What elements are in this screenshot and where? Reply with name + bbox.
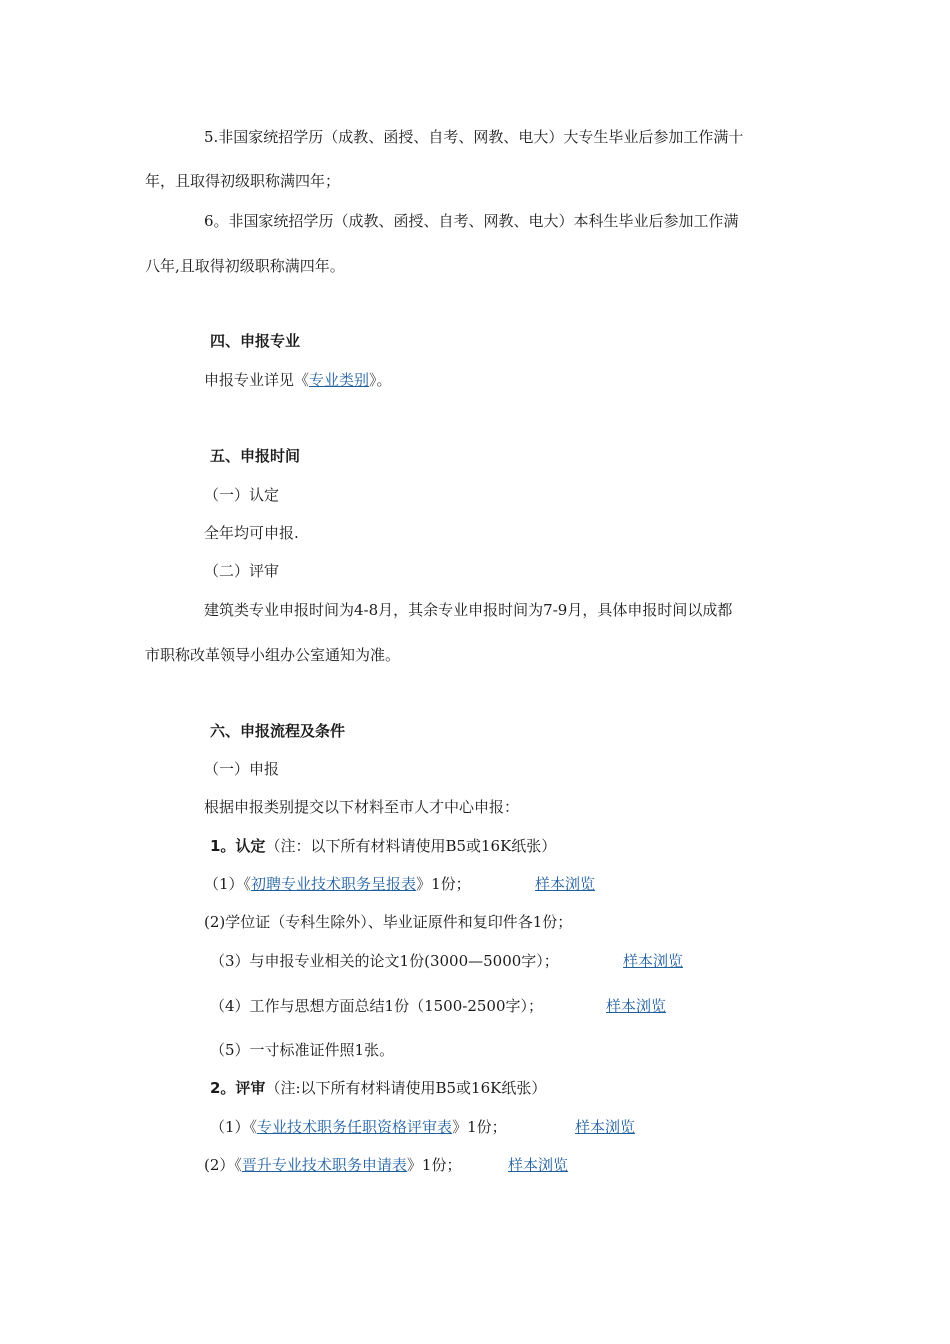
p1-suffix: 》1份； <box>452 1118 507 1136</box>
pingshen-heading <box>210 1078 546 1098</box>
rending-item4: （4）工作与思想方面总结1份（1500-2500字）； <box>210 997 544 1015</box>
section6-heading: 六、申报流程及条件 <box>210 722 346 740</box>
section4-heading: 四、申报专业 <box>210 332 301 350</box>
section5-heading: 五、申报时间 <box>210 447 301 465</box>
item5-line1: 5.非国家统招学历（成教、函授、自考、网教、电大）大专生毕业后参加工作满十 <box>204 128 744 146</box>
pingshen-item1 <box>210 1117 507 1137</box>
section4-text <box>204 370 392 390</box>
section5-sub2-line1: 建筑类专业申报时间为4-8月，其余专业申报时间为7-9月，具体申报时间以成都 <box>204 601 733 619</box>
r1-prefix: （1）《 <box>204 875 252 893</box>
p1-prefix: （1）《 <box>210 1118 258 1136</box>
section4-text-before: 申报专业详见《 <box>204 371 310 389</box>
p2-prefix: (2）《 <box>204 1156 242 1174</box>
p2-suffix: 》1份； <box>406 1156 462 1174</box>
pingshen-bold: 2。评审 <box>210 1079 266 1097</box>
section5-sub1-text: 全年均可申报. <box>204 524 299 542</box>
section5-sub2-line2: 市职称改革领导小组办公室通知为准。 <box>145 646 401 664</box>
qualification-review-form-link[interactable]: 专业技术职务任职资格评审表 <box>257 1118 453 1136</box>
rending-note: （注：以下所有材料请使用B5或16K纸张） <box>265 837 557 855</box>
item5-line2: 年，且取得初级职称满四年； <box>145 172 341 190</box>
initial-appointment-form-link[interactable]: 初聘专业技术职务呈报表 <box>251 875 417 893</box>
rending-bold: 1。认定 <box>210 837 266 855</box>
rending-item1 <box>204 874 471 894</box>
sample-preview-link-2[interactable]: 样本浏览 <box>623 952 684 970</box>
section5-sub1: （一）认定 <box>204 486 280 504</box>
rending-item5: （5）一寸标准证件照1张。 <box>210 1041 395 1059</box>
item6-line2: 八年,且取得初级职称满四年。 <box>145 257 345 275</box>
section5-sub2: （二）评审 <box>204 562 280 580</box>
sample-preview-link-1[interactable]: 样本浏览 <box>535 875 596 893</box>
promotion-application-form-link[interactable]: 晋升专业技术职务申请表 <box>241 1156 407 1174</box>
pingshen-note: （注:以下所有材料请使用B5或16K纸张） <box>265 1079 547 1097</box>
rending-item2: (2)学位证（专科生除外）、毕业证原件和复印件各1份； <box>204 913 573 931</box>
sample-preview-link-3[interactable]: 样本浏览 <box>606 997 667 1015</box>
rending-item3: （3）与申报专业相关的论文1份(3000—5000字）； <box>210 952 559 970</box>
major-category-link[interactable]: 专业类别 <box>309 371 370 389</box>
section6-sub1: （一）申报 <box>204 760 280 778</box>
sample-preview-link-5[interactable]: 样本浏览 <box>508 1156 569 1174</box>
r1-suffix: 》1份； <box>416 875 471 893</box>
item6-line1: 6。非国家统招学历（成教、函授、自考、网教、电大）本科生毕业后参加工作满 <box>204 212 739 230</box>
rending-heading <box>210 836 556 856</box>
section6-intro: 根据申报类别提交以下材料至市人才中心申报： <box>204 798 520 816</box>
pingshen-item2 <box>204 1155 461 1175</box>
section4-text-after: 》。 <box>369 371 392 389</box>
sample-preview-link-4[interactable]: 样本浏览 <box>575 1118 636 1136</box>
